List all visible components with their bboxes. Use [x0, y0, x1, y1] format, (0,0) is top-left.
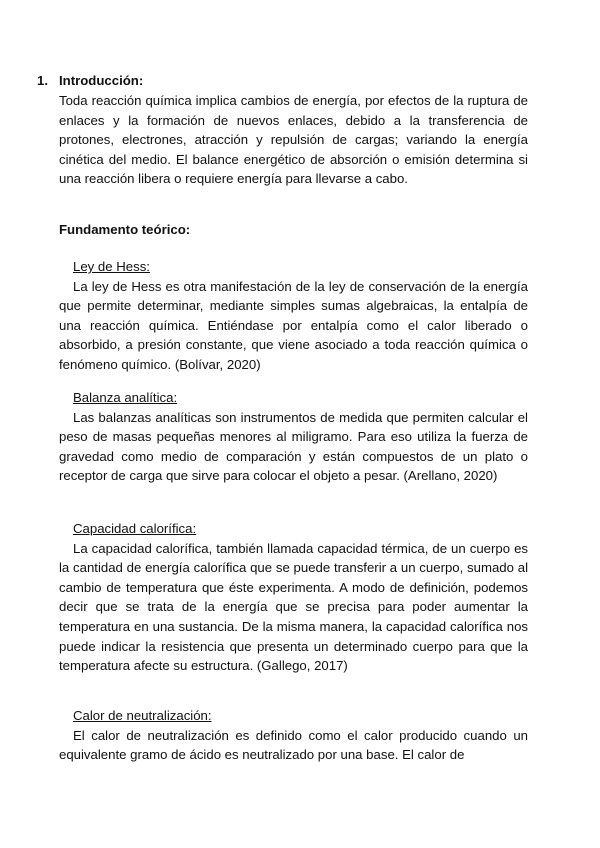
section-title: Balanza analítica: — [73, 390, 178, 405]
section-title: Capacidad calorífica: — [73, 521, 197, 536]
section-text: La ley de Hess es otra manifestación de la ley de conservación de la energía que permite determinar, mediante simples sumas algebraicas, la entalpía de una reacción química. Entiéndase por entalpía como el calor liberado o absorbido, a presión constante, que viene asociado a toda reacción química o fenómeno químico. (Bolívar, 2020) — [59, 278, 528, 372]
section-balanza-analitica — [59, 388, 528, 486]
section-text: El calor de neutralización es definido como el calor producido cuando un equivalente gramo de ácido es neutralizado por una base. El calor de — [59, 727, 528, 763]
section-text: La capacidad calorífica, también llamada capacidad térmica, de un cuerpo es la cantidad de energía calorífica que se puede transferir a un cuerpo, sumado al cambio de temperatura que éste experimenta. A modo de definición, podemos decir que se trata de la energía que se precisa para poder aumentar la temperatura en una sustancia. De la misma manera, la capacidad calorífica nos puede indicar la resistencia que presenta un determinado cuerpo para que la temperatura afecte su estructura. (Gallego, 2017) — [59, 540, 528, 674]
intro-heading — [37, 72, 143, 90]
intro-title: Introducción: — [59, 73, 144, 88]
fundamento-heading: Fundamento teórico: — [59, 222, 191, 237]
section-ley-de-hess — [59, 257, 528, 375]
section-capacidad-calorifica — [59, 519, 528, 676]
section-title: Calor de neutralización: — [73, 708, 212, 723]
section-title: Ley de Hess: — [73, 259, 150, 274]
intro-number: 1. — [37, 73, 48, 88]
intro-paragraph: Toda reacción química implica cambios de energía, por efectos de la ruptura de enlaces y la formación de nuevos enlaces, debido a la transferencia de protones, electrones, atracción y repulsión de cargas; variando la energía cinética del medio. El balance energético de absorción o emisión determina si una reacción libera o requiere energía para llevarse a cabo. — [59, 93, 528, 187]
section-calor-de-neutralizacion — [59, 706, 528, 765]
section-text: Las balanzas analíticas son instrumentos de medida que permiten calcular el peso de masas pequeñas menores al miligramo. Para eso utiliza la fuerza de gravedad como medio de comparación y están compuestos de un plato o receptor de carga que sirve para colocar el objeto a pesar. (Arellano, 2020) — [59, 409, 528, 484]
